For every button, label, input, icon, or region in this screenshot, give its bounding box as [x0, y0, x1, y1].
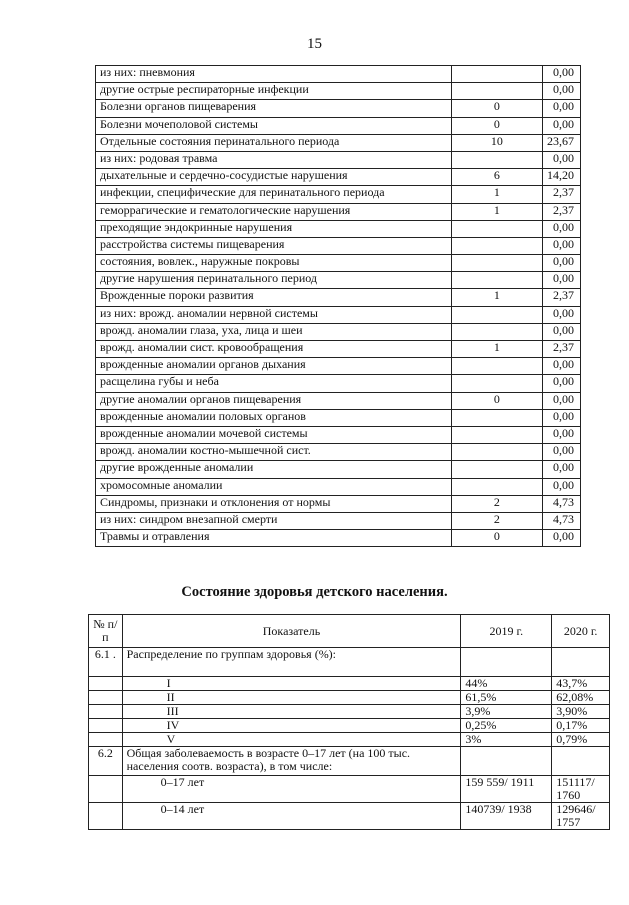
header-2019: 2019 г.	[461, 615, 552, 648]
row-count: 6	[451, 169, 542, 186]
row-value: 23,67	[543, 134, 581, 151]
table-row	[89, 776, 610, 803]
section-6-2-num: 6.2	[89, 747, 123, 776]
table-row	[96, 461, 581, 478]
row-label: состояния, вовлек., наружные покровы	[96, 255, 452, 272]
row-value: 0,00	[543, 66, 581, 83]
row-label: инфекции, специфические для перинатального периода	[96, 186, 452, 203]
age-groups	[89, 776, 610, 830]
table-row	[89, 677, 610, 691]
section-6-2-row	[89, 747, 610, 776]
health-group-name: II	[122, 691, 461, 705]
row-label: расщелина губы и неба	[96, 375, 452, 392]
row-label: дыхательные и сердечно-сосудистые нарушения	[96, 169, 452, 186]
age-group-name: 0–14 лет	[122, 803, 461, 830]
row-count: 10	[451, 134, 542, 151]
table-row	[96, 426, 581, 443]
row-count: 2	[451, 512, 542, 529]
row-label: Болезни мочеполовой системы	[96, 117, 452, 134]
row-label: Врожденные пороки развития	[96, 289, 452, 306]
section-6-1-2019	[461, 648, 552, 677]
row-count	[451, 255, 542, 272]
health-group-name: III	[122, 705, 461, 719]
section-6-2-2020	[552, 747, 610, 776]
row-label: геморрагические и гематологические нарушения	[96, 203, 452, 220]
row-label: другие аномалии органов пищеварения	[96, 392, 452, 409]
table-row	[96, 255, 581, 272]
empty-cell	[89, 803, 123, 830]
row-label: преходящие эндокринные нарушения	[96, 220, 452, 237]
row-count: 1	[451, 186, 542, 203]
table-row	[96, 512, 581, 529]
row-value: 4,73	[543, 512, 581, 529]
row-value: 0,00	[543, 323, 581, 340]
table-row	[96, 169, 581, 186]
child-health-table	[88, 614, 610, 830]
row-label: из них: пневмония	[96, 66, 452, 83]
header-num: № п/п	[89, 615, 123, 648]
row-label: Синдромы, признаки и отклонения от нормы	[96, 495, 452, 512]
section-6-1-title: Распределение по группам здоровья (%):	[122, 648, 461, 677]
health-group-2019: 3,9%	[461, 705, 552, 719]
row-label: Болезни органов пищеварения	[96, 100, 452, 117]
row-count	[451, 426, 542, 443]
row-value: 2,37	[543, 186, 581, 203]
health-group-2020: 0,17%	[552, 719, 610, 733]
row-count	[451, 409, 542, 426]
mortality-table-body	[96, 66, 581, 547]
empty-cell	[89, 705, 123, 719]
health-group-name: IV	[122, 719, 461, 733]
table-row	[89, 719, 610, 733]
row-count: 1	[451, 203, 542, 220]
row-value: 0,00	[543, 375, 581, 392]
row-count: 2	[451, 495, 542, 512]
row-value: 0,00	[543, 100, 581, 117]
table-row	[96, 117, 581, 134]
empty-cell	[89, 776, 123, 803]
table-row	[96, 289, 581, 306]
row-value: 0,00	[543, 358, 581, 375]
table-row	[96, 306, 581, 323]
table-row	[96, 375, 581, 392]
row-value: 0,00	[543, 392, 581, 409]
header-indicator: Показатель	[122, 615, 461, 648]
row-label: врожденные аномалии мочевой системы	[96, 426, 452, 443]
health-group-name: I	[122, 677, 461, 691]
row-label: другие нарушения перинатального период	[96, 272, 452, 289]
health-group-2019: 44%	[461, 677, 552, 691]
row-label: из них: врожд. аномалии нервной системы	[96, 306, 452, 323]
row-count: 0	[451, 530, 542, 547]
table-row	[96, 478, 581, 495]
row-value: 0,00	[543, 409, 581, 426]
row-value: 2,37	[543, 203, 581, 220]
row-label: хромосомные аномалии	[96, 478, 452, 495]
row-count	[451, 306, 542, 323]
table-row	[96, 66, 581, 83]
row-count	[451, 444, 542, 461]
section-title: Состояние здоровья детского населения.	[181, 584, 448, 600]
health-group-2020: 3,90%	[552, 705, 610, 719]
table-row	[96, 186, 581, 203]
row-count	[451, 375, 542, 392]
row-value: 2,37	[543, 341, 581, 358]
table-row	[96, 444, 581, 461]
row-count	[451, 358, 542, 375]
table-row	[96, 341, 581, 358]
table-row	[96, 203, 581, 220]
section-6-1-num: 6.1 .	[89, 648, 123, 677]
table-row	[96, 323, 581, 340]
table-row	[89, 705, 610, 719]
row-count	[451, 461, 542, 478]
row-value: 0,00	[543, 151, 581, 168]
age-group-name: 0–17 лет	[122, 776, 461, 803]
table-row	[96, 220, 581, 237]
table-row	[89, 803, 610, 830]
section-6-2-title: Общая заболеваемость в возрасте 0–17 лет (на 100 тыс. населения соотв. возраста), в том числе:	[122, 747, 461, 776]
table-row	[96, 134, 581, 151]
table-row	[96, 151, 581, 168]
row-count: 0	[451, 117, 542, 134]
health-group-2019: 3%	[461, 733, 552, 747]
health-group-2020: 0,79%	[552, 733, 610, 747]
table-row	[96, 272, 581, 289]
row-value: 2,37	[543, 289, 581, 306]
row-label: другие врожденные аномалии	[96, 461, 452, 478]
table-row	[96, 530, 581, 547]
row-value: 0,00	[543, 444, 581, 461]
row-count: 0	[451, 100, 542, 117]
row-label: врожд. аномалии глаза, уха, лица и шеи	[96, 323, 452, 340]
health-group-name: V	[122, 733, 461, 747]
row-value: 0,00	[543, 306, 581, 323]
table-row	[96, 100, 581, 117]
table-header-row	[89, 615, 610, 648]
row-value: 0,00	[543, 117, 581, 134]
table-row	[96, 83, 581, 100]
row-count: 0	[451, 392, 542, 409]
row-value: 0,00	[543, 255, 581, 272]
row-label: врожд. аномалии сист. кровообращения	[96, 341, 452, 358]
row-value: 0,00	[543, 272, 581, 289]
row-value: 0,00	[543, 461, 581, 478]
row-value: 0,00	[543, 220, 581, 237]
table-row	[89, 733, 610, 747]
table-row	[96, 358, 581, 375]
row-count	[451, 83, 542, 100]
row-count	[451, 220, 542, 237]
health-group-2019: 0,25%	[461, 719, 552, 733]
age-group-2019: 140739/ 1938	[461, 803, 552, 830]
empty-cell	[89, 677, 123, 691]
row-value: 14,20	[543, 169, 581, 186]
row-value: 4,73	[543, 495, 581, 512]
table-row	[96, 495, 581, 512]
row-count	[451, 237, 542, 254]
row-count	[451, 272, 542, 289]
table-row	[89, 691, 610, 705]
row-label: врожденные аномалии половых органов	[96, 409, 452, 426]
age-group-2020: 129646/ 1757	[552, 803, 610, 830]
row-label: из них: синдром внезапной смерти	[96, 512, 452, 529]
mortality-table	[95, 65, 581, 547]
health-group-2020: 43,7%	[552, 677, 610, 691]
age-group-2019: 159 559/ 1911	[461, 776, 552, 803]
row-count: 1	[451, 341, 542, 358]
row-count	[451, 323, 542, 340]
empty-cell	[89, 719, 123, 733]
row-label: другие острые респираторные инфекции	[96, 83, 452, 100]
header-2020: 2020 г.	[552, 615, 610, 648]
health-group-2019: 61,5%	[461, 691, 552, 705]
section-6-2-2019	[461, 747, 552, 776]
row-value: 0,00	[543, 478, 581, 495]
row-count	[451, 66, 542, 83]
row-value: 0,00	[543, 426, 581, 443]
empty-cell	[89, 691, 123, 705]
page-number: 15	[307, 36, 322, 52]
row-count: 1	[451, 289, 542, 306]
row-value: 0,00	[543, 530, 581, 547]
row-label: расстройства системы пищеварения	[96, 237, 452, 254]
section-6-1-row	[89, 648, 610, 677]
section-6-1-2020	[552, 648, 610, 677]
health-group-2020: 62,08%	[552, 691, 610, 705]
row-count	[451, 478, 542, 495]
row-label: врожденные аномалии органов дыхания	[96, 358, 452, 375]
row-label: из них: родовая травма	[96, 151, 452, 168]
row-value: 0,00	[543, 237, 581, 254]
health-groups	[89, 677, 610, 747]
empty-cell	[89, 733, 123, 747]
row-label: врожд. аномалии костно-мышечной сист.	[96, 444, 452, 461]
row-label: Отдельные состояния перинатального периода	[96, 134, 452, 151]
table-row	[96, 392, 581, 409]
table-row	[96, 237, 581, 254]
table-row	[96, 409, 581, 426]
row-label: Травмы и отравления	[96, 530, 452, 547]
row-value: 0,00	[543, 83, 581, 100]
row-count	[451, 151, 542, 168]
age-group-2020: 151117/ 1760	[552, 776, 610, 803]
